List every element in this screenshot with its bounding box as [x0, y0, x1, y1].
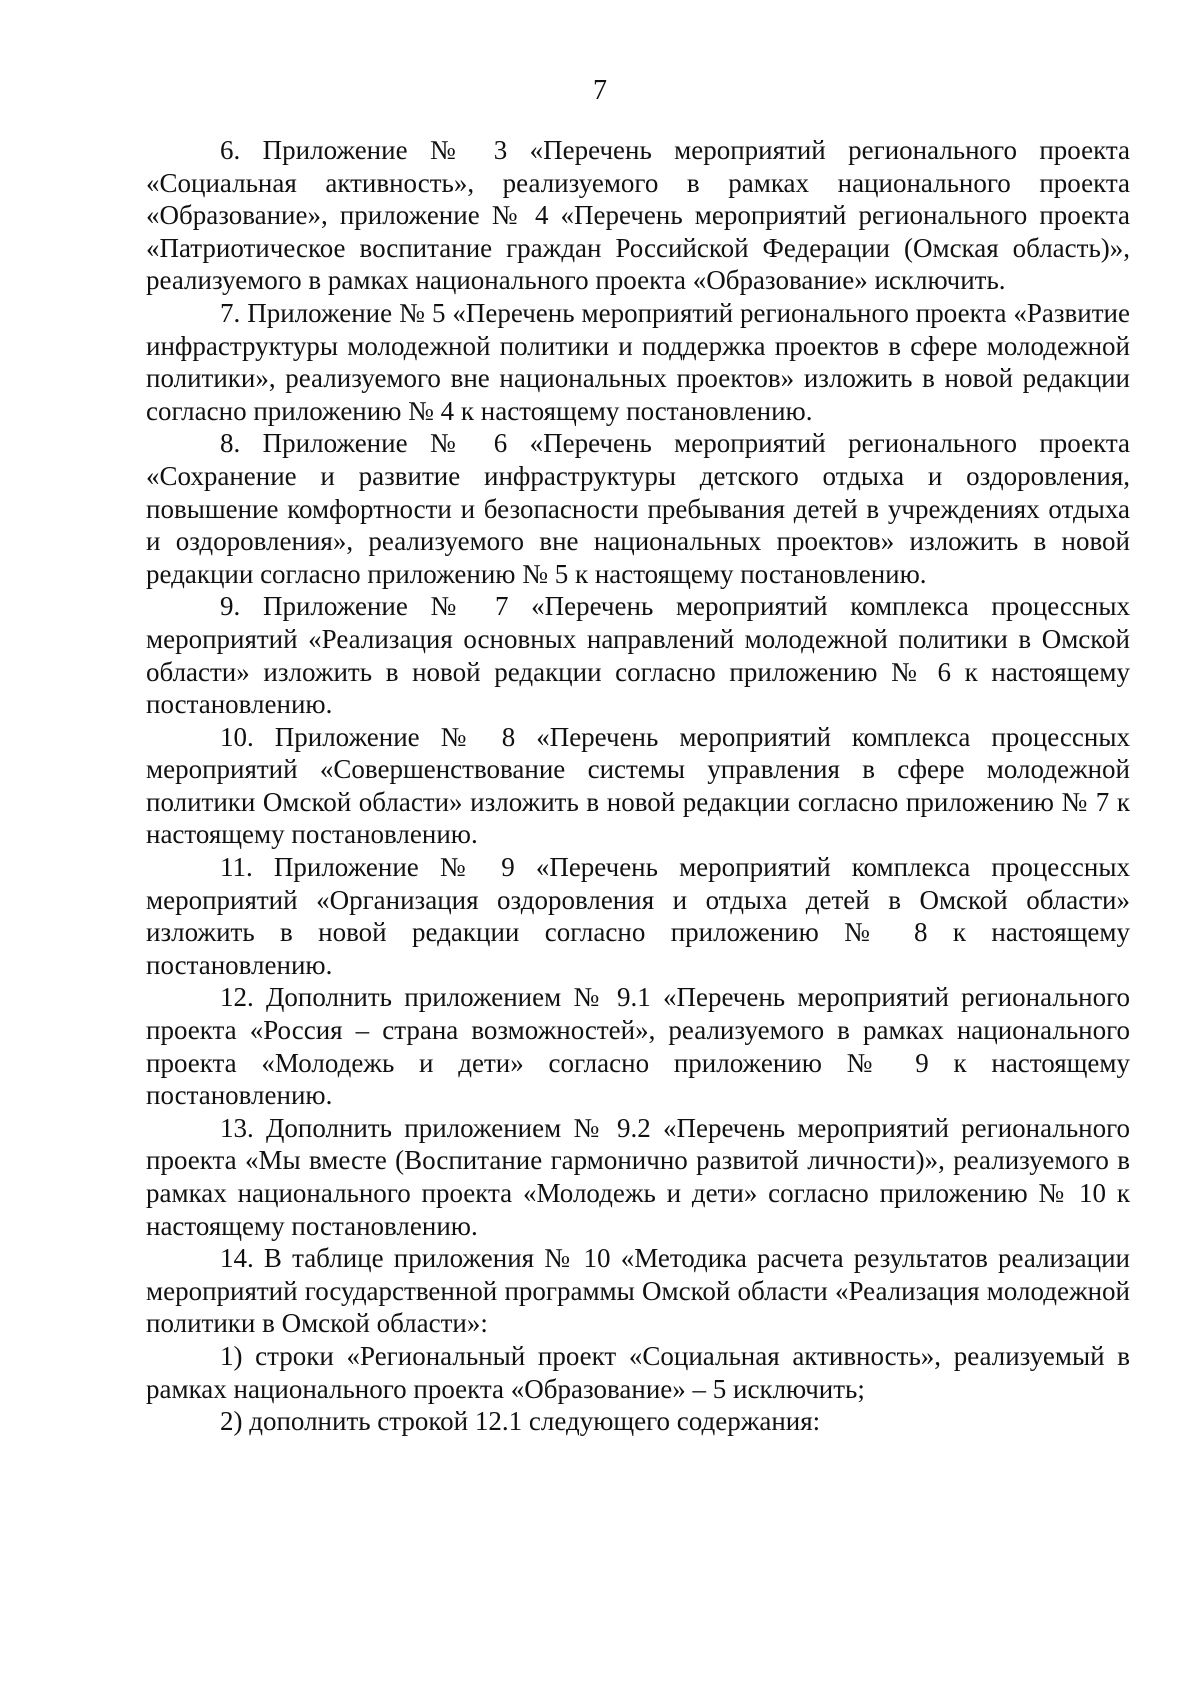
- paragraph-item-7: 7. Приложение № 5 «Перечень мероприятий регионального проекта «Развитие инфраструктуры молодежной политики и поддержка проектов в сфере молодежной политики», реализуемого вне национальных проектов» изложить в новой редакции согласно приложению № 4 к настоящему постановлению.: [146, 297, 1130, 426]
- paragraph-item-14: 14. В таблице приложения № 10 «Методика расчета результатов реализации мероприятий государственной программы Омской области «Реализация молодежной политики в Омской области»:: [146, 1243, 1130, 1339]
- paragraph-item-6: 6. Приложение № 3 «Перечень мероприятий регионального проекта «Социальная активность», реализуемого в рамках национального проекта «Образование», приложение № 4 «Перечень мероприятий регионального проекта «Патриотическое воспитание граждан Российской Федерации (Омская область)», реализуемого в рамках национального проекта «Образование» исключить.: [146, 135, 1130, 296]
- subparagraph-1: 1) строки «Региональный проект «Социальная активность», реализуемый в рамках национального проекта «Образование» – 5 исключить;: [146, 1340, 1130, 1404]
- paragraph-item-13: 13. Дополнить приложением № 9.2 «Перечень мероприятий регионального проекта «Мы вместе (Воспитание гармонично развитой личности)», реализуемого в рамках национального проекта «Молодежь и дети» согласно приложению № 10 к настоящему постановлению.: [146, 1112, 1130, 1241]
- paragraph-item-9: 9. Приложение № 7 «Перечень мероприятий комплекса процессных мероприятий «Реализация основных направлений молодежной политики в Омской области» изложить в новой редакции согласно приложению № 6 к настоящему постановлению.: [146, 591, 1130, 720]
- paragraph-item-11: 11. Приложение № 9 «Перечень мероприятий комплекса процессных мероприятий «Организация оздоровления и отдыха детей в Омской области» изложить в новой редакции согласно приложению № 8 к настоящему постановлению.: [146, 852, 1130, 980]
- paragraph-item-10: 10. Приложение № 8 «Перечень мероприятий комплекса процессных мероприятий «Совершенствование системы управления в сфере молодежной политики Омской области» изложить в новой редакции согласно приложению № 7 к настоящему постановлению.: [146, 721, 1130, 850]
- page-number: 7: [593, 75, 607, 106]
- paragraph-item-8: 8. Приложение № 6 «Перечень мероприятий регионального проекта «Сохранение и развитие инфраструктуры детского отдыха и оздоровления, повышение комфортности и безопасности пребывания детей в учреждениях отдыха и оздоровления», реализуемого вне национальных проектов» изложить в новой редакции согласно приложению № 5 к настоящему постановлению.: [146, 428, 1130, 589]
- document-body: [146, 134, 1130, 1438]
- subparagraph-2: 2) дополнить строкой 12.1 следующего содержания:: [220, 1406, 821, 1437]
- paragraph-item-12: 12. Дополнить приложением № 9.1 «Перечень мероприятий регионального проекта «Россия – страна возможностей», реализуемого в рамках национального проекта «Молодежь и дети» согласно приложению № 9 к настоящему постановлению.: [146, 982, 1130, 1111]
